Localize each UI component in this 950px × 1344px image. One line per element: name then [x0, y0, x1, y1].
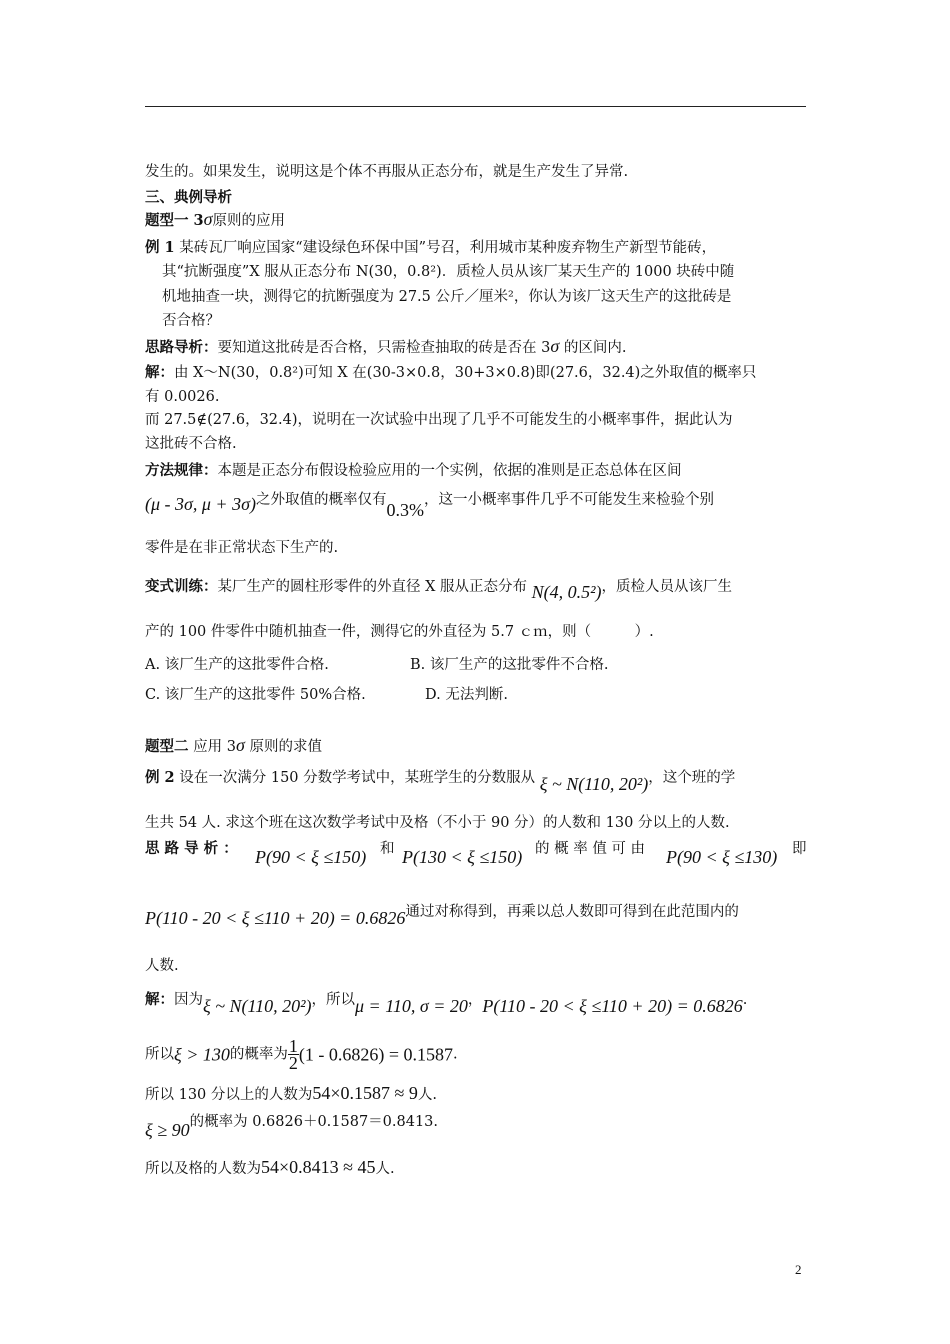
option-b: B. 该厂生产的这批零件不合格. [410, 657, 609, 673]
header-rule [145, 106, 806, 107]
variant-line: 变式训练：某厂生产的圆柱形零件的外直径 X 服从正态分布 N(4, 0.5²)，质检人员从该厂生 [145, 578, 733, 602]
solution-line: 这批砖不合格. [145, 436, 237, 452]
section-heading: 三、典例导析 [145, 189, 232, 206]
solution-2-line: 所以 130 分以上的人数为54×0.1587 ≈ 9人. [145, 1083, 438, 1103]
method-line: 零件是在非正常状态下生产的. [145, 540, 339, 556]
analysis-line: 思路导析：要知道这批砖是否合格，只需检查抽取的砖是否在 3σ 的区间内. [145, 336, 627, 356]
method-line: 方法规律：本题是正态分布假设检验应用的一个实例，依据的准则是正态总体在区间 [145, 462, 682, 479]
analysis-2-line: 思 路 导 析 ： P(90 < ξ ≤150) 和 P(130 < ξ ≤150) 的 概 率 值 可 由 P(90 < ξ ≤130) 即 [145, 840, 807, 867]
type-heading-2: 题型二 应用 3σ 原则的求值 [145, 735, 322, 755]
option-d: D. 无法判断. [425, 687, 508, 703]
option-row [410, 655, 608, 675]
text-line: 发生的。如果发生，说明这是个体不再服从正态分布，就是生产发生了异常. [145, 164, 629, 180]
fraction: $\frac{1}{2}$ [288, 1036, 298, 1073]
solution-2-line: 解：因为ξ ~ N(110, 20²)，所以μ = 110, σ = 20，P(110 - 20 < ξ ≤110 + 20) = 0.6826. [145, 991, 748, 1016]
analysis-2-line: 人数. [145, 958, 179, 974]
example-2-line: 例 2 设在一次满分 150 分数学考试中，某班学生的分数服从 ξ ~ N(110, 20²)，这个班的学 [145, 769, 736, 794]
example-1-line: 例 1 某砖瓦厂响应国家“建设绿色环保中国”号召，利用城市某种废弃物生产新型节能砖， [145, 239, 717, 256]
option-c: C. 该厂生产的这批零件 50%合格. [145, 687, 366, 703]
solution-line: 而 27.5∉(27.6，32.4)，说明在一次试验中出现了几乎不可能发生的小概率事件，据此认为 [145, 412, 733, 428]
variant-line: 产的 100 件零件中随机抽查一件，测得它的外直径为 5.7 ｃｍ，则（ ）. [145, 624, 654, 640]
method-line: (μ - 3σ, μ + 3σ)之外取值的概率仅有0.3%，这一小概率事件几乎不可能发生来检验个别 [145, 492, 714, 520]
solution-line: 解：由 X～N(30，0.8²)可知 X 在(30-3×0.8，30+3×0.8)即(27.6，32.4)之外取值的概率只 [145, 364, 757, 381]
option-row [145, 685, 366, 705]
example-2-line: 生共 54 人. 求这个班在这次数学考试中及格（不小于 90 分）的人数和 130 分以上的人数. [145, 815, 730, 831]
solution-2-line: 所以ξ > 130的概率为 $\frac{1}{2}$ (1 - 0.6826) = 0.1587. [145, 1036, 458, 1073]
example-1-line: 否合格？ [162, 313, 220, 329]
option-a: A. 该厂生产的这批零件合格. [145, 657, 329, 673]
example-1-line: 机地抽查一块，测得它的抗断强度为 27.5 公斤／厘米²，你认为该厂这天生产的这批砖是 [162, 289, 732, 305]
page-number: 2 [795, 1262, 802, 1277]
option-row [145, 655, 329, 675]
solution-2-line: ξ ≥ 90的概率为 0.6826＋0.1587＝0.8413. [145, 1114, 439, 1140]
analysis-2-line: P(110 - 20 < ξ ≤110 + 20) = 0.6826通过对称得到，再乘以总人数即可得到在此范围内的 [145, 904, 739, 928]
solution-line: 有 0.0026. [145, 389, 220, 405]
option-row [425, 685, 508, 705]
type-heading-1: 题型一 3σ原则的应用 [145, 209, 286, 229]
example-1-line: 其“抗断强度”X 服从正态分布 N(30，0.8²)．质检人员从该厂某天生产的 1000 块砖中随 [162, 264, 735, 280]
solution-2-line: 所以及格的人数为54×0.8413 ≈ 45人. [145, 1157, 395, 1177]
